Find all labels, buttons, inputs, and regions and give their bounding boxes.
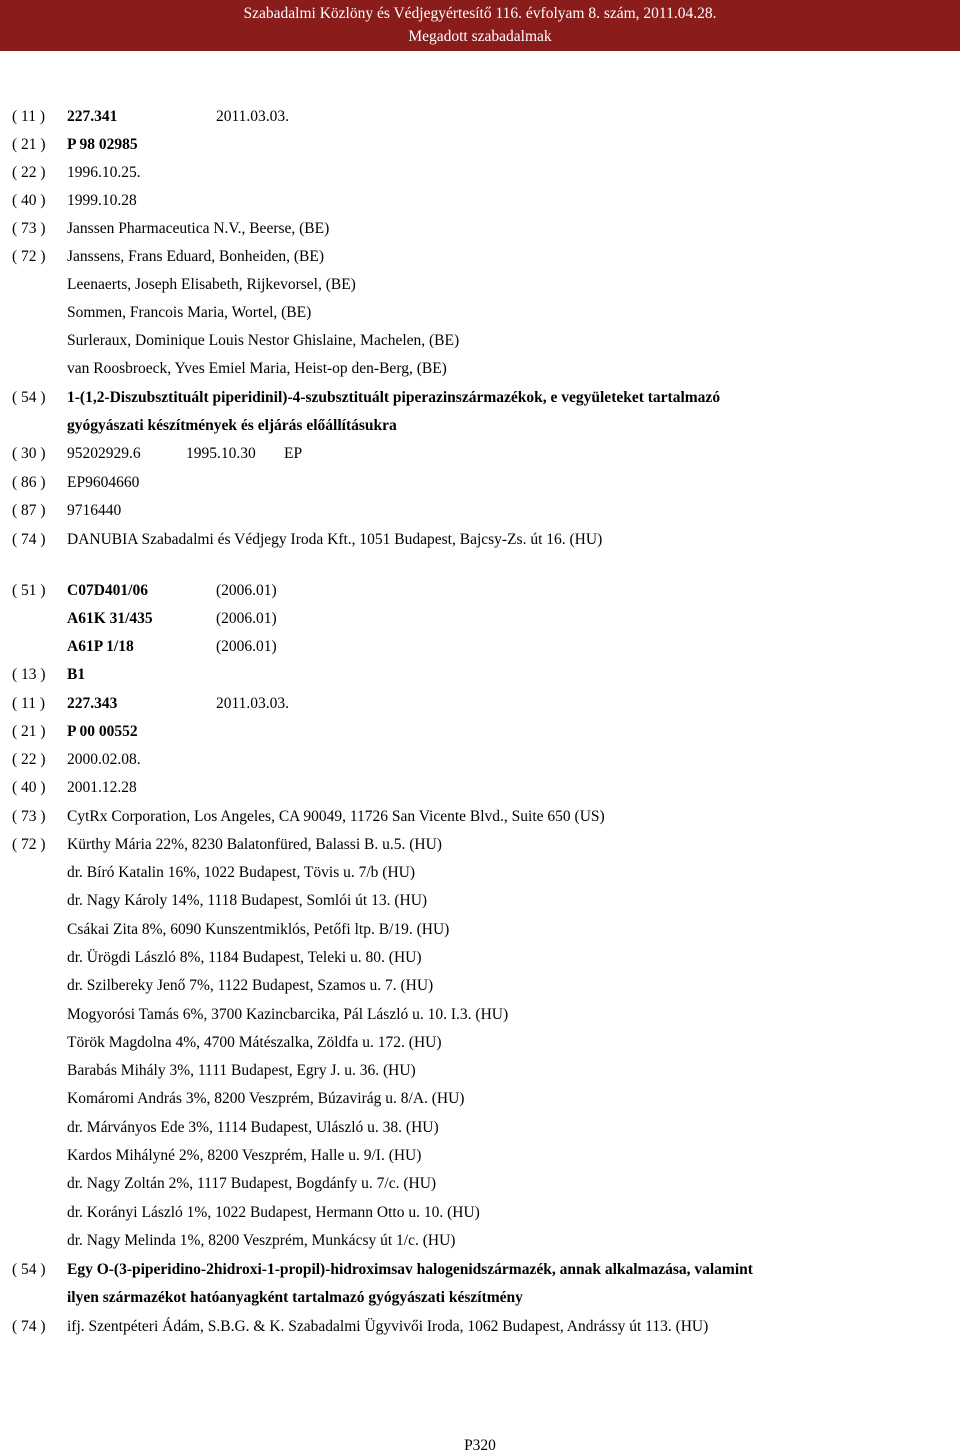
field-code: ( 74 ) — [12, 1318, 46, 1335]
inventor: Török Magdolna 4%, 4700 Mátészalka, Zöldfa u. 172. (HU) — [67, 1034, 442, 1051]
field-code: ( 72 ) — [12, 248, 46, 265]
inventor: dr. Korányi László 1%, 1022 Budapest, Hermann Otto u. 10. (HU) — [67, 1204, 480, 1221]
field-code: ( 11 ) — [12, 695, 45, 712]
pct-number: EP9604660 — [67, 474, 140, 491]
title: ilyen származékot hatóanyagként tartalmazó gyógyászati készítmény — [67, 1289, 523, 1306]
field-code: ( 13 ) — [12, 666, 46, 683]
ipc-version: (2006.01) — [216, 610, 277, 627]
kind-code: B1 — [67, 666, 86, 683]
patent-number: 227.341 — [67, 108, 118, 125]
ipc-code: A61P 1/18 — [67, 638, 134, 655]
title: 1-(1,2-Diszubsztituált piperidinil)-4-szubsztituált piperazinszármazékok, e vegyületeket tartalmazó — [67, 389, 721, 406]
field-code: ( 73 ) — [12, 808, 46, 825]
inventor: dr. Bíró Katalin 16%, 1022 Budapest, Tövis u. 7/b (HU) — [67, 864, 416, 881]
field-code: ( 51 ) — [12, 582, 46, 599]
inventor: dr. Nagy Melinda 1%, 8200 Veszprém, Munkácsy út 1/c. (HU) — [67, 1232, 456, 1249]
agent: DANUBIA Szabadalmi és Védjegy Iroda Kft., 1051 Budapest, Bajcsy-Zs. út 16. (HU) — [67, 531, 603, 548]
inventor: Barabás Mihály 3%, 1111 Budapest, Egry J. u. 36. (HU) — [67, 1062, 416, 1079]
field-code: ( 54 ) — [12, 1261, 46, 1278]
application-number: P 98 02985 — [67, 136, 138, 153]
inventor: Kürthy Mária 22%, 8230 Balatonfüred, Balassi B. u.5. (HU) — [67, 836, 442, 853]
field-code: ( 73 ) — [12, 220, 46, 237]
application-number: P 00 00552 — [67, 723, 138, 740]
inventor: Surleraux, Dominique Louis Nestor Ghislaine, Machelen, (BE) — [67, 332, 460, 349]
priority-country: EP — [284, 445, 303, 462]
field-code: ( 11 ) — [12, 108, 45, 125]
inventor: Mogyorósi Tamás 6%, 3700 Kazincbarcika, Pál László u. 10. I.3. (HU) — [67, 1006, 509, 1023]
inventor: van Roosbroeck, Yves Emiel Maria, Heist-op den-Berg, (BE) — [67, 360, 447, 377]
inventor: Janssens, Frans Eduard, Bonheiden, (BE) — [67, 248, 324, 265]
ipc-code: A61K 31/435 — [67, 610, 153, 627]
inventor: dr. Nagy Zoltán 2%, 1117 Budapest, Bogdánfy u. 7/c. (HU) — [67, 1175, 437, 1192]
ipc-version: (2006.01) — [216, 582, 277, 599]
field-code: ( 21 ) — [12, 136, 46, 153]
title: Egy O-(3-piperidino-2hidroxi-1-propil)-hidroximsav halogenidszármazék, annak alkalmazása, valamint — [67, 1261, 753, 1278]
inventor: Sommen, Francois Maria, Wortel, (BE) — [67, 304, 312, 321]
inventor: dr. Nagy Károly 14%, 1118 Budapest, Somlói út 13. (HU) — [67, 892, 428, 909]
publication-date: 1999.10.28 — [67, 192, 137, 209]
field-code: ( 21 ) — [12, 723, 46, 740]
inventor: dr. Márványos Ede 3%, 1114 Budapest, Ulászló u. 38. (HU) — [67, 1119, 439, 1136]
field-code: ( 72 ) — [12, 836, 46, 853]
publication-date: 2001.12.28 — [67, 779, 137, 796]
field-code: ( 86 ) — [12, 474, 46, 491]
inventor: dr. Szilbereky Jenő 7%, 1122 Budapest, Szamos u. 7. (HU) — [67, 977, 434, 994]
inventor: Kardos Mihályné 2%, 8200 Veszprém, Halle u. 9/I. (HU) — [67, 1147, 422, 1164]
patent-number: 227.343 — [67, 695, 118, 712]
field-code: ( 87 ) — [12, 502, 46, 519]
wo-number: 9716440 — [67, 502, 122, 519]
field-code: ( 22 ) — [12, 164, 46, 181]
page-header — [0, 0, 960, 51]
filing-date: 1996.10.25. — [67, 164, 141, 181]
field-code: ( 40 ) — [12, 192, 46, 209]
inventor: Leenaerts, Joseph Elisabeth, Rijkevorsel, (BE) — [67, 276, 356, 293]
priority-date: 1995.10.30 — [186, 445, 256, 462]
ipc-version: (2006.01) — [216, 638, 277, 655]
ipc-code: C07D401/06 — [67, 582, 148, 599]
section-title: Megadott szabadalmak — [408, 28, 552, 45]
agent: ifj. Szentpéteri Ádám, S.B.G. & K. Szabadalmi Ügyvivői Iroda, 1062 Budapest, Andrássy út 113. (HU) — [67, 1318, 709, 1335]
inventor: dr. Ürögdi László 8%, 1184 Budapest, Teleki u. 80. (HU) — [67, 949, 422, 966]
grant-date: 2011.03.03. — [216, 108, 290, 125]
owner: Janssen Pharmaceutica N.V., Beerse, (BE) — [67, 220, 330, 237]
field-code: ( 54 ) — [12, 389, 46, 406]
filing-date: 2000.02.08. — [67, 751, 141, 768]
journal-title: Szabadalmi Közlöny és Védjegyértesítő 116. évfolyam 8. szám, 2011.04.28. — [243, 5, 717, 22]
field-code: ( 30 ) — [12, 445, 46, 462]
inventor: Csákai Zita 8%, 6090 Kunszentmiklós, Petőfi ltp. B/19. (HU) — [67, 921, 450, 938]
priority-number: 95202929.6 — [67, 445, 141, 462]
field-code: ( 74 ) — [12, 531, 46, 548]
title: gyógyászati készítmények és eljárás előállításukra — [67, 417, 397, 434]
grant-date: 2011.03.03. — [216, 695, 290, 712]
field-code: ( 40 ) — [12, 779, 46, 796]
owner: CytRx Corporation, Los Angeles, CA 90049, 11726 San Vicente Blvd., Suite 650 (US) — [67, 808, 605, 825]
page-number: P320 — [464, 1437, 496, 1454]
inventor: Komáromi András 3%, 8200 Veszprém, Búzavirág u. 8/A. (HU) — [67, 1090, 465, 1107]
field-code: ( 22 ) — [12, 751, 46, 768]
